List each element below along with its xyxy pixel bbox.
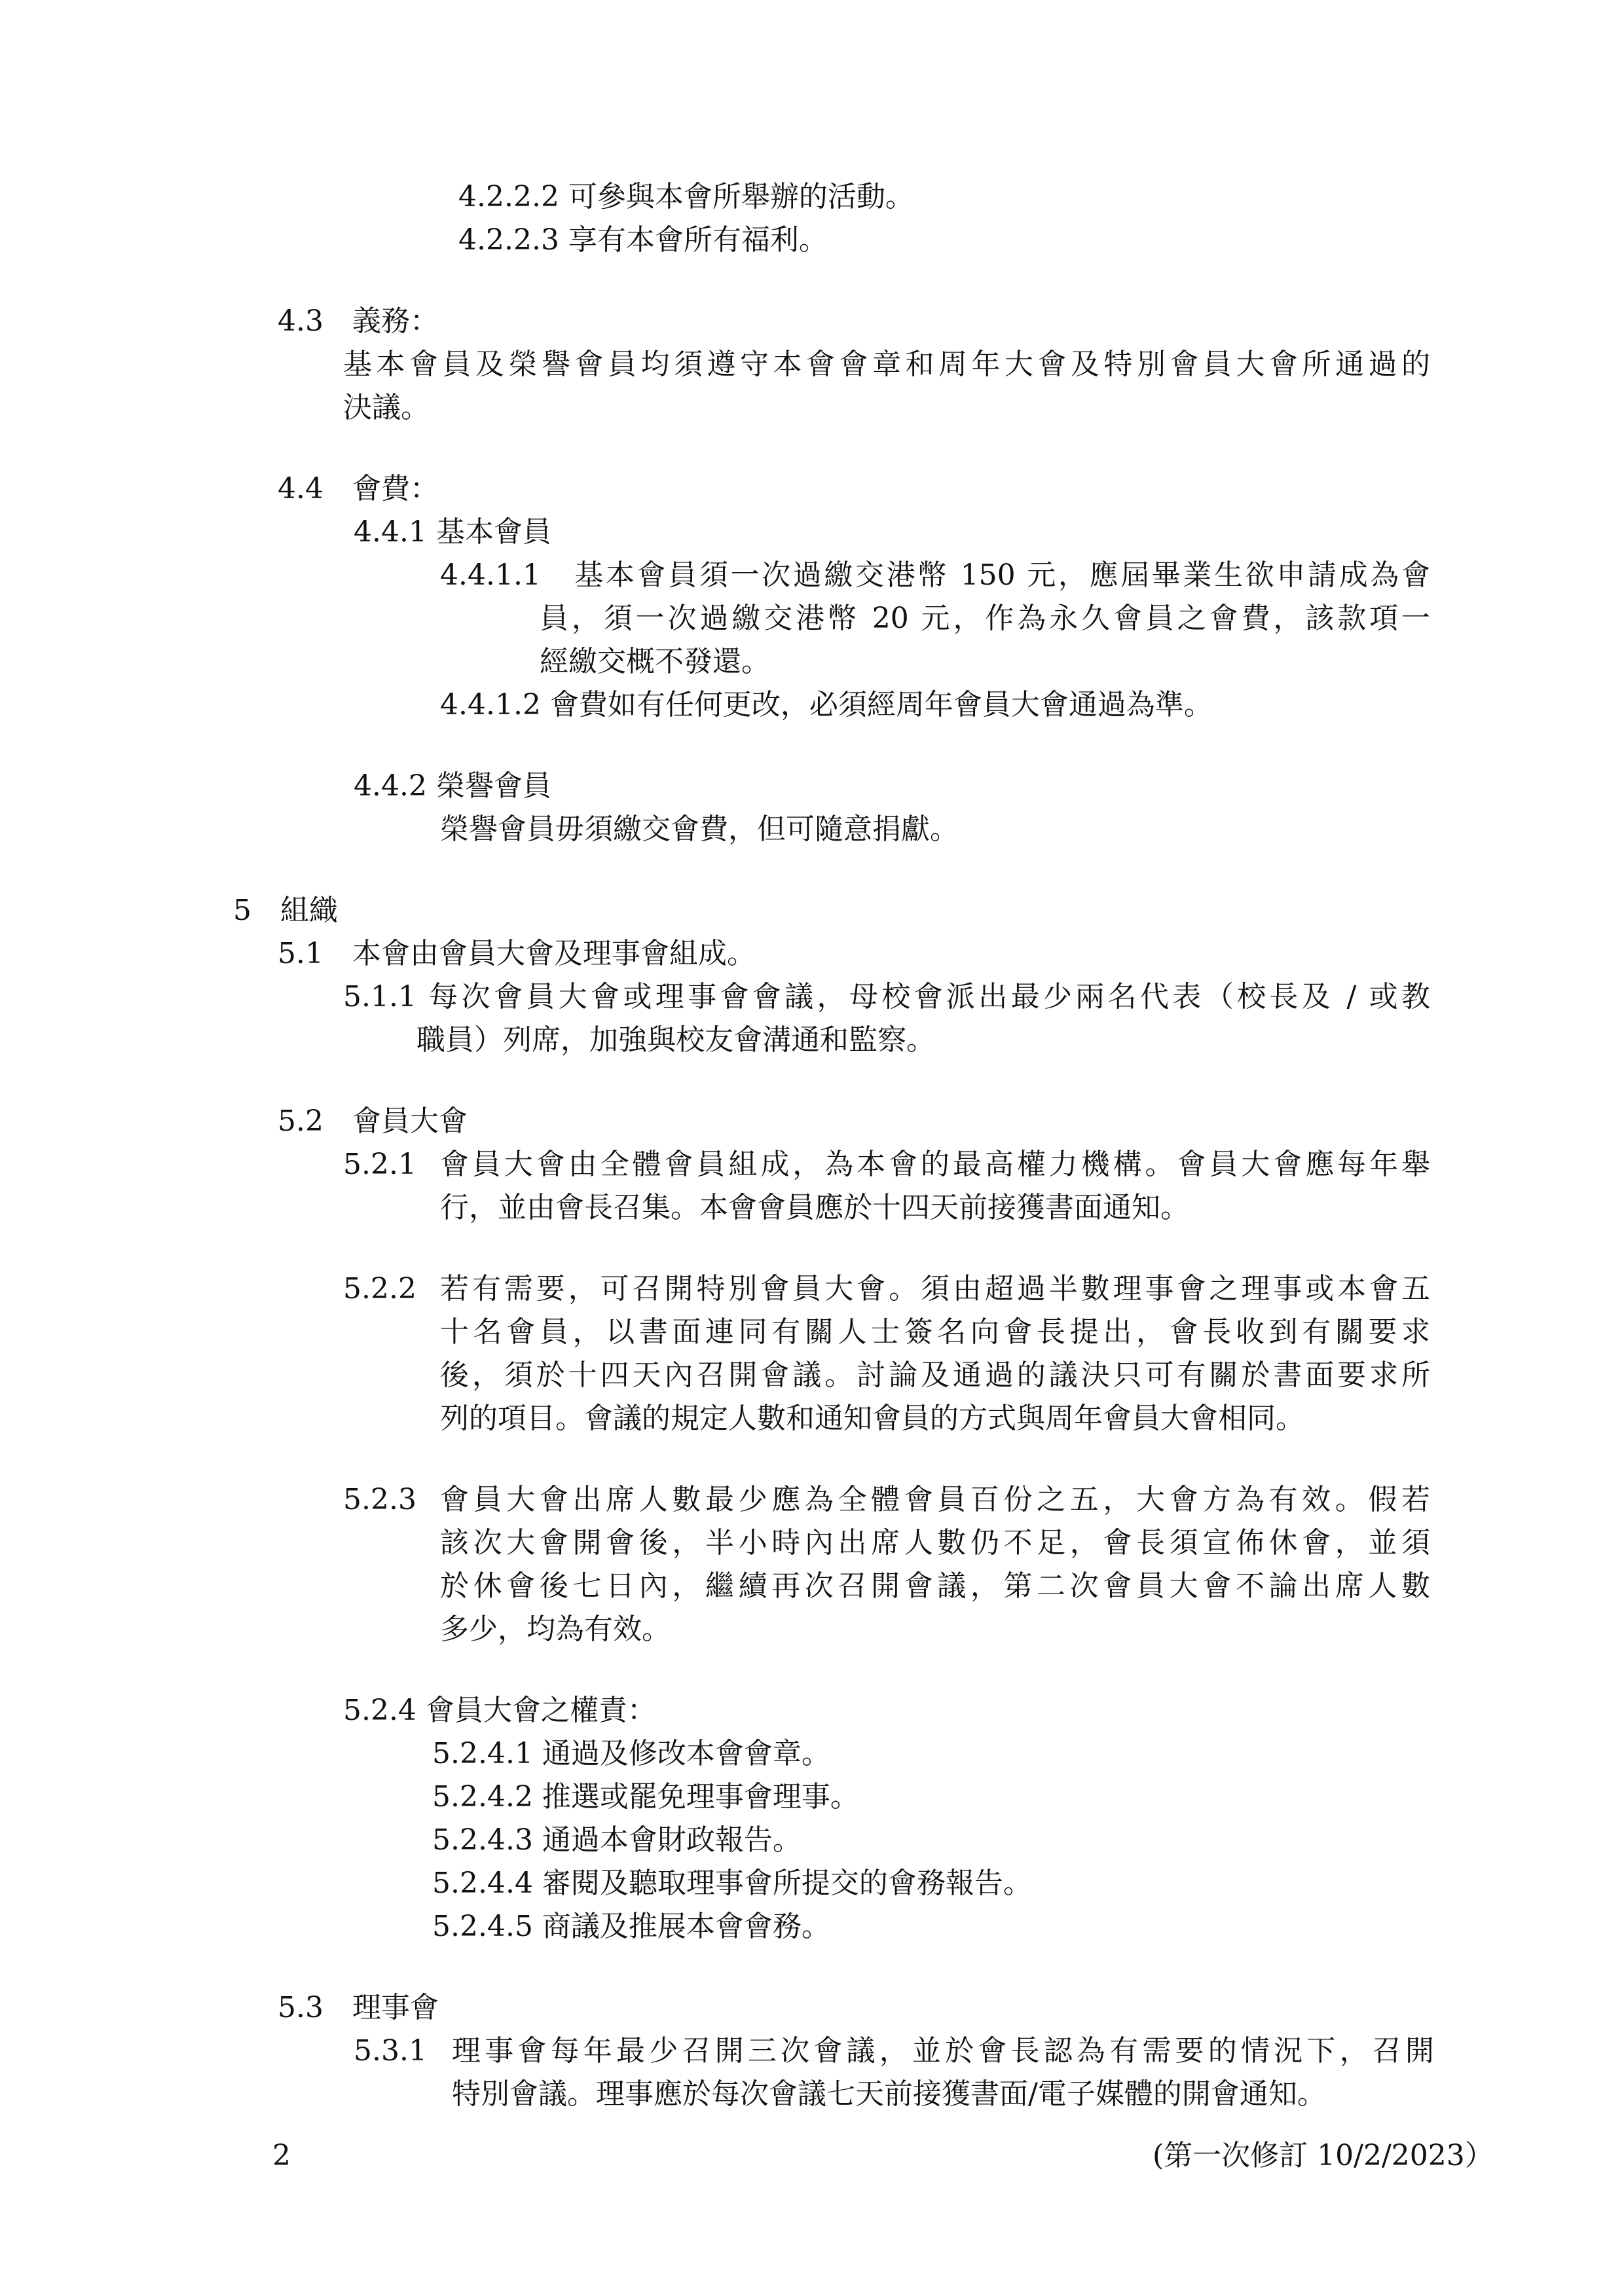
para-4-4-2: 榮譽會員毋須繳交會費，但可隨意捐獻。	[440, 812, 959, 846]
clause-5-2-2-number: 5.2.2	[343, 1272, 416, 1305]
clause-5-2-4-1: 5.2.4.1 通過及修改本會會章。	[432, 1737, 830, 1770]
heading-4-4-2: 4.4.2 榮譽會員	[354, 769, 551, 803]
clause-5-1-1-line1: 5.1.1 每次會員大會或理事會會議，母校會派出最少兩名代表（校長及 / 或教	[343, 980, 1430, 1013]
clause-5-1: 5.1 本會由會員大會及理事會組成。	[278, 937, 756, 970]
clause-4-4-1-1-line1: 4.4.1.1 基本會員須一次過繳交港幣 150 元，應屆畢業生欲申請成為會	[440, 558, 1430, 592]
clause-4-2-2-2: 4.2.2.2 可參與本會所舉辦的活動。	[458, 180, 914, 213]
clause-5-1-1-line2: 職員）列席，加強與校友會溝通和監察。	[416, 1023, 935, 1057]
clause-5-2-2-line1: 若有需要，可召開特別會員大會。須由超過半數理事會之理事或本會五	[440, 1272, 1430, 1305]
clause-5-2-3-line3: 於休會後七日內，繼續再次召開會議，第二次會員大會不論出席人數	[440, 1569, 1430, 1603]
clause-5-2-1-number: 5.2.1	[343, 1148, 416, 1181]
clause-5-2-4-5: 5.2.4.5 商議及推展本會會務。	[432, 1910, 830, 1943]
heading-5-2-4: 5.2.4 會員大會之權責：	[343, 1694, 656, 1727]
clause-5-2-3-line1: 會員大會出席人數最少應為全體會員百份之五，大會方為有效。假若	[440, 1483, 1430, 1516]
heading-5: 5 組織	[233, 894, 338, 927]
heading-5-2: 5.2 會員大會	[278, 1104, 468, 1138]
revision-note: (第一次修訂 10/2/2023）	[1153, 2139, 1494, 2172]
clause-5-2-4-4: 5.2.4.4 審閱及聽取理事會所提交的會務報告。	[432, 1867, 1032, 1900]
clause-5-2-1-line2: 行，並由會長召集。本會會員應於十四天前接獲書面通知。	[440, 1191, 1189, 1224]
clause-5-2-2-line4: 列的項目。會議的規定人數和通知會員的方式與周年會員大會相同。	[440, 1402, 1304, 1435]
para-4-3-line1: 基本會員及榮譽會員均須遵守本會會章和周年大會及特別會員大會所通過的	[343, 348, 1430, 381]
clause-5-2-3-line4: 多少，均為有效。	[440, 1613, 671, 1646]
clause-5-2-4-3: 5.2.4.3 通過本會財政報告。	[432, 1823, 802, 1857]
clause-5-3-1-line2: 特別會議。理事應於每次會議七天前接獲書面/電子媒體的開會通知。	[452, 2077, 1326, 2111]
clause-4-4-1-1-line2: 員，須一次過繳交港幣 20 元，作為永久會員之會費，該款項一	[540, 602, 1430, 635]
heading-4-4: 4.4 會費：	[278, 472, 439, 505]
page-number: 2	[272, 2139, 291, 2172]
heading-5-3: 5.3 理事會	[278, 1991, 439, 2024]
clause-5-2-4-2: 5.2.4.2 推選或罷免理事會理事。	[432, 1780, 859, 1813]
clause-5-2-2-line3: 後，須於十四天內召開會議。討論及通過的議決只可有關於書面要求所	[440, 1358, 1430, 1392]
para-4-3-line2: 決議。	[343, 391, 430, 424]
clause-5-2-2-line2: 十名會員，以書面連同有關人士簽名向會長提出，會長收到有關要求	[440, 1315, 1430, 1349]
clause-5-3-1-number: 5.3.1	[354, 2034, 427, 2068]
heading-4-4-1: 4.4.1 基本會員	[354, 515, 551, 549]
clause-4-4-1-1-line3: 經繳交概不發還。	[540, 645, 770, 678]
clause-4-2-2-3: 4.2.2.3 享有本會所有福利。	[458, 223, 828, 257]
clause-5-2-3-number: 5.2.3	[343, 1483, 416, 1516]
heading-4-3: 4.3 義務：	[278, 304, 439, 338]
clause-4-4-1-2: 4.4.1.2 會費如有任何更改，必須經周年會員大會通過為準。	[440, 688, 1213, 721]
clause-5-2-3-line2: 該次大會開會後，半小時內出席人數仍不足，會長須宣佈休會，並須	[440, 1526, 1430, 1559]
clause-5-2-1-line1: 會員大會由全體會員組成，為本會的最高權力機構。會員大會應每年舉	[440, 1148, 1430, 1181]
clause-5-3-1-line1: 理事會每年最少召開三次會議，並於會長認為有需要的情況下，召開	[452, 2034, 1434, 2068]
